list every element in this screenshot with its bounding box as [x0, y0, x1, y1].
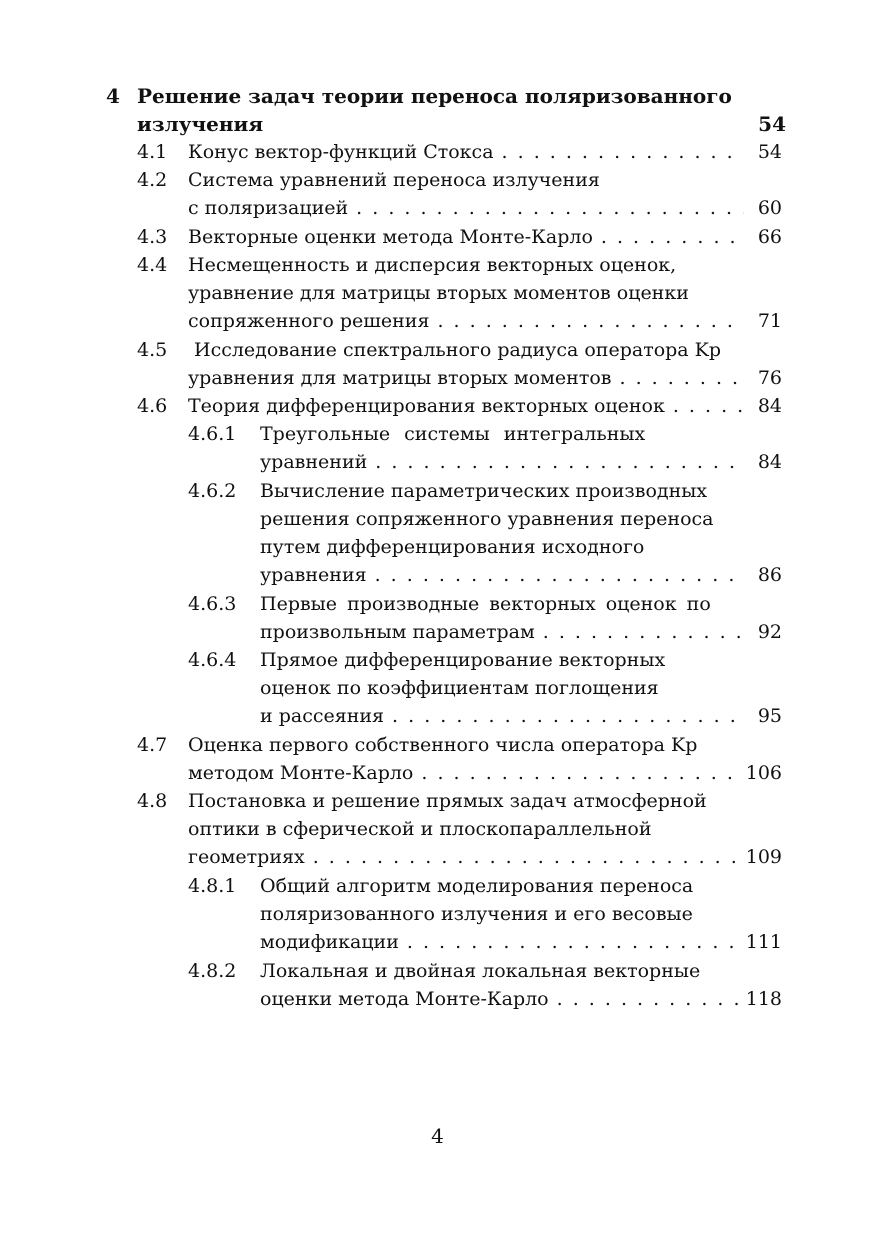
entry-line: Прямое дифференцирование векторных	[260, 649, 666, 671]
entry-line: оценок по коэффициентам поглощения	[260, 677, 659, 699]
entry-page: 84	[757, 451, 782, 473]
entry-line: методом Монте-Карло . . . 106	[188, 759, 782, 787]
dot-leader	[502, 138, 744, 166]
entry-number: 4.6.3	[188, 593, 237, 615]
entry-line: решения сопряженного уравнения переноса	[260, 508, 714, 530]
entry-line: оценки метода Монте-Карло . . . 118	[260, 985, 782, 1013]
entry-page: 86	[757, 564, 782, 586]
entry-page: 84	[757, 395, 782, 417]
entry-line: с поляризацией . . . 60	[188, 194, 782, 222]
entry-line: Несмещенность и дисперсия векторных оценок,	[188, 254, 677, 276]
dot-leader	[619, 364, 744, 392]
dot-leader	[375, 561, 744, 589]
dot-leader	[421, 759, 739, 787]
entry-number: 4.5	[137, 339, 168, 361]
entry-page: 54	[757, 141, 782, 163]
entry-line: Вычисление параметрических производных	[260, 480, 708, 502]
dot-leader	[392, 702, 744, 730]
entry-page: 95	[757, 705, 782, 727]
entry-number: 4.7	[137, 734, 168, 756]
dot-leader	[557, 985, 740, 1013]
entry-number: 4.4	[137, 254, 168, 276]
entry-line: Общий алгоритм моделирования переноса	[260, 875, 694, 897]
dot-leader	[437, 307, 744, 335]
dot-leader	[356, 194, 744, 222]
entry-line: Теория дифференцирования векторных оценок . . . 84	[188, 392, 782, 420]
entry-line: Первые производные векторных оценок по	[260, 593, 711, 615]
entry-page: 76	[757, 367, 782, 389]
entry-page: 66	[757, 226, 782, 248]
entry-page: 109	[745, 846, 782, 868]
entry-line: сопряженного решения . . . 71	[188, 307, 782, 335]
entry-number: 4.3	[137, 226, 168, 248]
entry-page: 60	[757, 197, 782, 219]
entry-line: путем дифференцирования исходного	[260, 536, 645, 558]
entry-line: Исследование спектрального радиуса оператора Kp	[194, 339, 722, 361]
entry-line: Векторные оценки метода Монте-Карло . . . 66	[188, 223, 782, 251]
entry-number: 4.8.1	[188, 875, 237, 897]
dot-leader	[407, 928, 740, 956]
chapter-number: 4	[106, 84, 120, 108]
entry-number: 4.6	[137, 395, 168, 417]
entry-line: Система уравнений переноса излучения	[188, 169, 600, 191]
entry-line: уравнения . . . 86	[260, 561, 782, 589]
entry-number: 4.6.4	[188, 649, 237, 671]
entry-line: уравнений . . . 84	[260, 448, 782, 476]
dot-leader	[543, 618, 744, 646]
entry-number: 4.6.2	[188, 480, 237, 502]
entry-number: 4.6.1	[188, 423, 237, 445]
entry-number: 4.8.2	[188, 960, 237, 982]
chapter-page: 54	[758, 112, 786, 136]
entry-line: уравнение для матрицы вторых моментов оценки	[188, 282, 689, 304]
entry-line: Локальная и двойная локальная векторные	[260, 960, 701, 982]
entry-page: 111	[745, 931, 782, 953]
entry-number: 4.2	[137, 169, 168, 191]
entry-line: оптики в сферической и плоскопараллельной	[188, 818, 652, 840]
dot-leader	[601, 223, 744, 251]
entry-line: Треугольные системы интегральных	[260, 423, 646, 445]
entry-line: модификации . . . 111	[260, 928, 782, 956]
chapter-title-line-2: излучения	[137, 112, 264, 136]
entry-page: 71	[757, 310, 782, 332]
entry-number: 4.8	[137, 790, 168, 812]
entry-line: поляризованного излучения и его весовые	[260, 903, 693, 925]
entry-line: уравнения для матрицы вторых моментов . . . 76	[188, 364, 782, 392]
entry-line: геометриях . . . 109	[188, 843, 782, 871]
entry-page: 106	[745, 762, 782, 784]
page-number: 4	[431, 1124, 444, 1148]
chapter-title-line-1: Решение задач теории переноса поляризованного	[137, 84, 732, 108]
entry-line: произвольным параметрам . . . 92	[260, 618, 782, 646]
dot-leader	[313, 843, 740, 871]
entry-line: и рассеяния . . . 95	[260, 702, 782, 730]
entry-line: Постановка и решение прямых задач атмосферной	[188, 790, 707, 812]
entry-page: 118	[745, 988, 782, 1010]
entry-page: 92	[757, 621, 782, 643]
entry-line: Конус вектор-функций Стокса . . . 54	[188, 138, 782, 166]
entry-number: 4.1	[137, 141, 168, 163]
dot-leader	[673, 392, 744, 420]
entry-line: Оценка первого собственного числа оператора Kp	[188, 734, 698, 756]
dot-leader	[375, 448, 744, 476]
